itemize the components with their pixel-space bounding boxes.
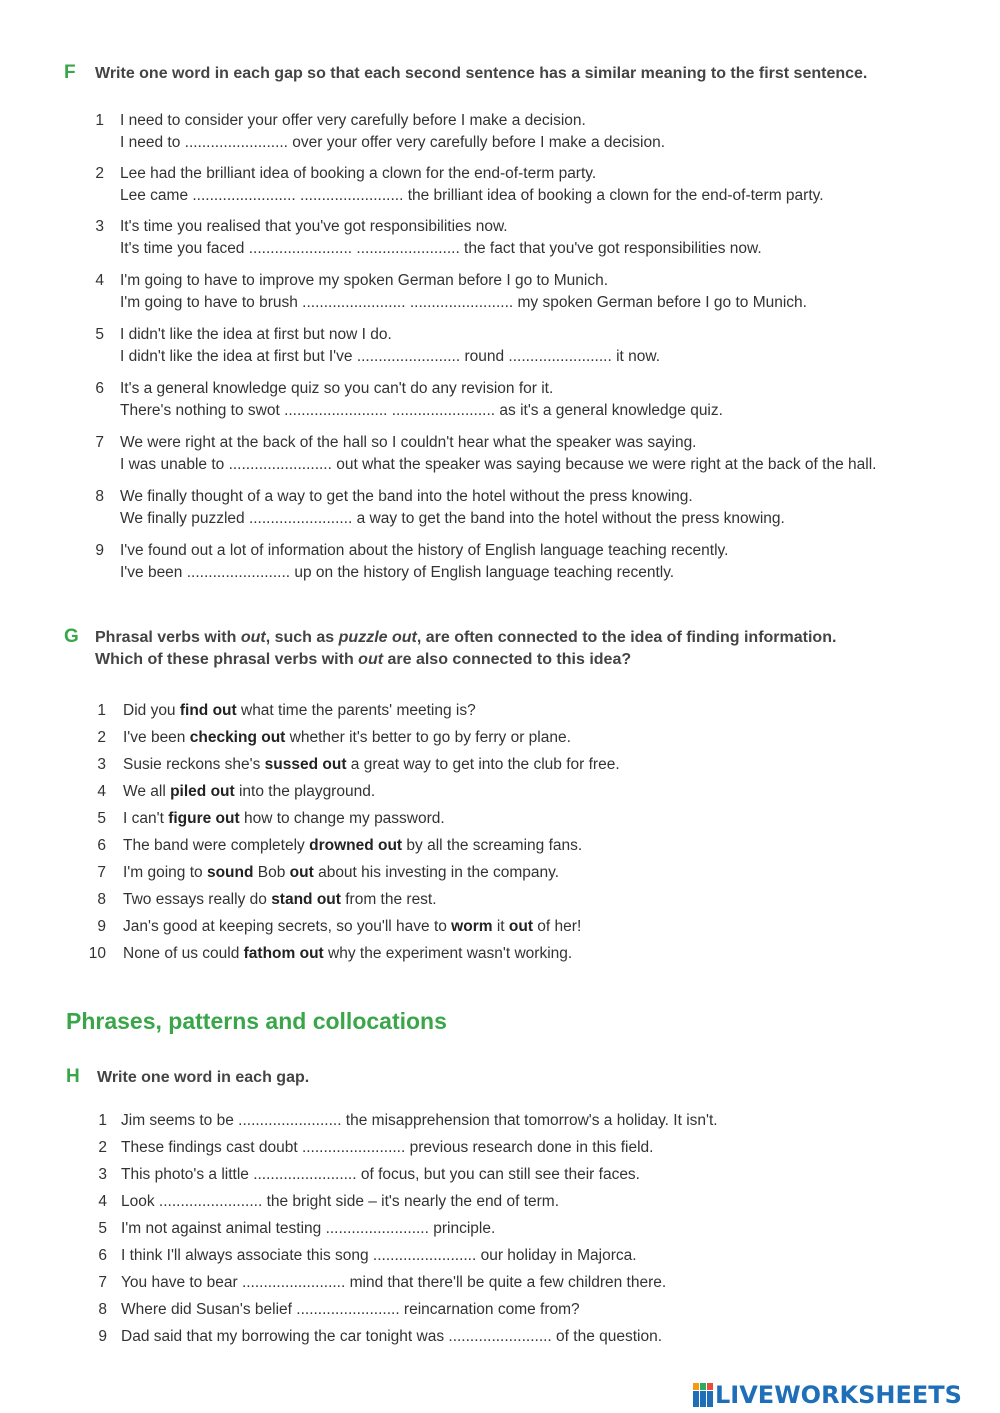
sentence-text: of her! <box>533 918 582 935</box>
sentence-text: Two essays really do <box>123 891 272 908</box>
sentence-text: whether it's better to go by ferry or plane. <box>285 729 571 746</box>
item-number: 4 <box>95 272 104 289</box>
gapped-sentence[interactable]: I didn't like the idea at first but I've ........................ round ........................ it now. <box>120 348 661 365</box>
gapped-sentence[interactable]: Look ........................ the bright side – it's nearly the end of term. <box>121 1193 560 1210</box>
g-instr-italic: puzzle out <box>338 629 417 646</box>
gapped-sentence[interactable]: There's nothing to swot ........................ ........................ as it's a general knowledge quiz. <box>120 402 723 419</box>
gapped-sentence[interactable]: I'm going to have to brush ........................ ........................ my spoken German before I go to Munich. <box>120 294 807 311</box>
phrasal-verb: worm <box>451 918 493 935</box>
phrasal-verb: stand out <box>271 891 341 908</box>
sentence-text: what time the parents' meeting is? <box>236 702 476 719</box>
phrasal-verb: figure out <box>168 810 240 827</box>
sentence-text: a great way to get into the club for free. <box>346 756 620 773</box>
item-number: 8 <box>95 488 104 505</box>
phrasal-verb: sussed out <box>264 756 347 773</box>
original-sentence: We finally thought of a way to get the band into the hotel without the press knowing. <box>120 488 693 505</box>
g-sentence <box>123 702 476 720</box>
original-sentence: It's a general knowledge quiz so you can't do any revision for it. <box>120 380 554 397</box>
original-sentence: I'm going to have to improve my spoken German before I go to Munich. <box>120 272 609 289</box>
phrasal-verb-particle: out <box>289 864 314 881</box>
phrasal-verb: fathom out <box>243 945 324 962</box>
g-sentence <box>123 918 581 936</box>
sentence-text: I'm going to <box>123 864 207 881</box>
phrasal-verb: sound <box>206 864 254 881</box>
original-sentence: It's time you realised that you've got responsibilities now. <box>120 218 508 235</box>
item-number: 1 <box>97 702 106 719</box>
gapped-sentence[interactable]: It's time you faced ........................ ........................ the fact that you've got responsibilities now. <box>120 240 762 257</box>
g-sentence <box>123 864 559 882</box>
item-number: 9 <box>97 918 106 935</box>
section-g-instruction <box>95 627 975 671</box>
g-instr-text: , are often connected to the idea of finding information. <box>416 629 837 646</box>
sentence-text: how to change my password. <box>239 810 445 827</box>
g-instr-text: Phrasal verbs with <box>95 629 241 646</box>
g-instr-italic: out <box>240 629 266 646</box>
g-sentence <box>123 810 445 828</box>
g-sentence <box>123 783 375 801</box>
gapped-sentence[interactable]: I'm not against animal testing ........................ principle. <box>121 1220 496 1237</box>
original-sentence: I didn't like the idea at first but now I do. <box>120 326 392 343</box>
gapped-sentence[interactable]: Lee came ........................ ........................ the brilliant idea of booking a clown for the end-of-term party. <box>120 187 824 204</box>
phrases-section-title: Phrases, patterns and collocations <box>66 1008 447 1034</box>
phrasal-verb: find out <box>179 702 237 719</box>
gapped-sentence[interactable]: I was unable to ........................ out what the speaker was saying because we were right at the back of the hall. <box>120 456 877 473</box>
section-h-letter: H <box>66 1066 80 1087</box>
item-number: 8 <box>98 1301 107 1318</box>
item-number: 2 <box>95 165 104 182</box>
item-number: 1 <box>95 112 104 129</box>
sentence-text: why the experiment wasn't working. <box>323 945 573 962</box>
item-number: 10 <box>88 945 106 962</box>
item-number: 3 <box>98 1166 107 1183</box>
g-sentence <box>123 945 572 963</box>
section-f-letter: F <box>64 62 76 83</box>
item-number: 3 <box>95 218 104 235</box>
item-number: 8 <box>97 891 106 908</box>
sentence-text: Did you <box>123 702 180 719</box>
item-number: 7 <box>97 864 106 881</box>
phrasal-verb: piled out <box>170 783 235 800</box>
gapped-sentence[interactable]: Where did Susan's belief ........................ reincarnation come from? <box>121 1301 580 1318</box>
item-number: 3 <box>97 756 106 773</box>
gapped-sentence[interactable]: This photo's a little ........................ of focus, but you can still see their faces. <box>121 1166 640 1183</box>
item-number: 5 <box>97 810 106 827</box>
phrasal-verb: drowned out <box>309 837 403 854</box>
item-number: 5 <box>95 326 104 343</box>
g-sentence <box>123 891 437 909</box>
original-sentence: I've found out a lot of information about the history of English language teaching recently. <box>120 542 729 559</box>
gapped-sentence[interactable]: I need to ........................ over your offer very carefully before I make a decision. <box>120 134 666 151</box>
gapped-sentence[interactable]: We finally puzzled ........................ a way to get the band into the hotel without the press knowing. <box>120 510 785 527</box>
original-sentence: Lee had the brilliant idea of booking a clown for the end-of-term party. <box>120 165 597 182</box>
g-sentence <box>123 837 582 855</box>
sentence-text: We all <box>123 783 171 800</box>
g-sentence <box>123 729 571 747</box>
item-number: 2 <box>97 729 106 746</box>
item-number: 5 <box>98 1220 107 1237</box>
g-instr-text: , such as <box>265 629 339 646</box>
phrasal-verb: checking out <box>189 729 286 746</box>
phrasal-verb-particle: out <box>508 918 533 935</box>
item-number: 4 <box>97 783 106 800</box>
sentence-text: None of us could <box>123 945 244 962</box>
gapped-sentence[interactable]: Dad said that my borrowing the car tonight was ........................ of the question. <box>121 1328 663 1345</box>
item-number: 6 <box>97 837 106 854</box>
logo-badge-icon <box>693 1383 713 1407</box>
item-number: 1 <box>98 1112 107 1129</box>
section-g-letter: G <box>64 626 79 647</box>
item-number: 7 <box>98 1274 107 1291</box>
gapped-sentence[interactable]: You have to bear ........................ mind that there'll be quite a few children there. <box>121 1274 667 1291</box>
item-number: 9 <box>95 542 104 559</box>
gapped-sentence[interactable]: I've been ........................ up on the history of English language teaching recently. <box>120 564 675 581</box>
g-sentence <box>123 756 620 774</box>
gapped-sentence[interactable]: I think I'll always associate this song ........................ our holiday in Majorca. <box>121 1247 637 1264</box>
sentence-text: into the playground. <box>234 783 376 800</box>
section-f-instruction: Write one word in each gap so that each second sentence has a similar meaning to the first sentence. <box>95 65 868 82</box>
sentence-text: from the rest. <box>340 891 437 908</box>
sentence-text: by all the screaming fans. <box>402 837 583 854</box>
gapped-sentence[interactable]: Jim seems to be ........................ the misapprehension that tomorrow's a holiday. It isn't. <box>121 1112 718 1129</box>
item-number: 6 <box>98 1247 107 1264</box>
item-number: 9 <box>98 1328 107 1345</box>
item-number: 7 <box>95 434 104 451</box>
item-number: 6 <box>95 380 104 397</box>
liveworksheets-logo <box>693 1380 962 1410</box>
sentence-text: The band were completely <box>123 837 310 854</box>
sentence-text: Susie reckons she's <box>123 756 265 773</box>
g-instr-text: are also connected to this idea? <box>383 651 632 668</box>
gapped-sentence[interactable]: These findings cast doubt ........................ previous research done in this field. <box>121 1139 654 1156</box>
item-number: 2 <box>98 1139 107 1156</box>
sentence-text: it <box>492 918 509 935</box>
sentence-text: Bob <box>253 864 290 881</box>
original-sentence: I need to consider your offer very carefully before I make a decision. <box>120 112 586 129</box>
original-sentence: We were right at the back of the hall so I couldn't hear what the speaker was saying. <box>120 434 697 451</box>
g-instr-italic: out <box>358 651 384 668</box>
sentence-text: about his investing in the company. <box>313 864 560 881</box>
logo-text: LIVEWORKSHEETS <box>715 1381 962 1409</box>
g-instr-text: Which of these phrasal verbs with <box>95 651 359 668</box>
sentence-text: I've been <box>123 729 190 746</box>
sentence-text: I can't <box>123 810 169 827</box>
section-h-instruction: Write one word in each gap. <box>97 1069 310 1086</box>
item-number: 4 <box>98 1193 107 1210</box>
sentence-text: Jan's good at keeping secrets, so you'll have to <box>123 918 452 935</box>
